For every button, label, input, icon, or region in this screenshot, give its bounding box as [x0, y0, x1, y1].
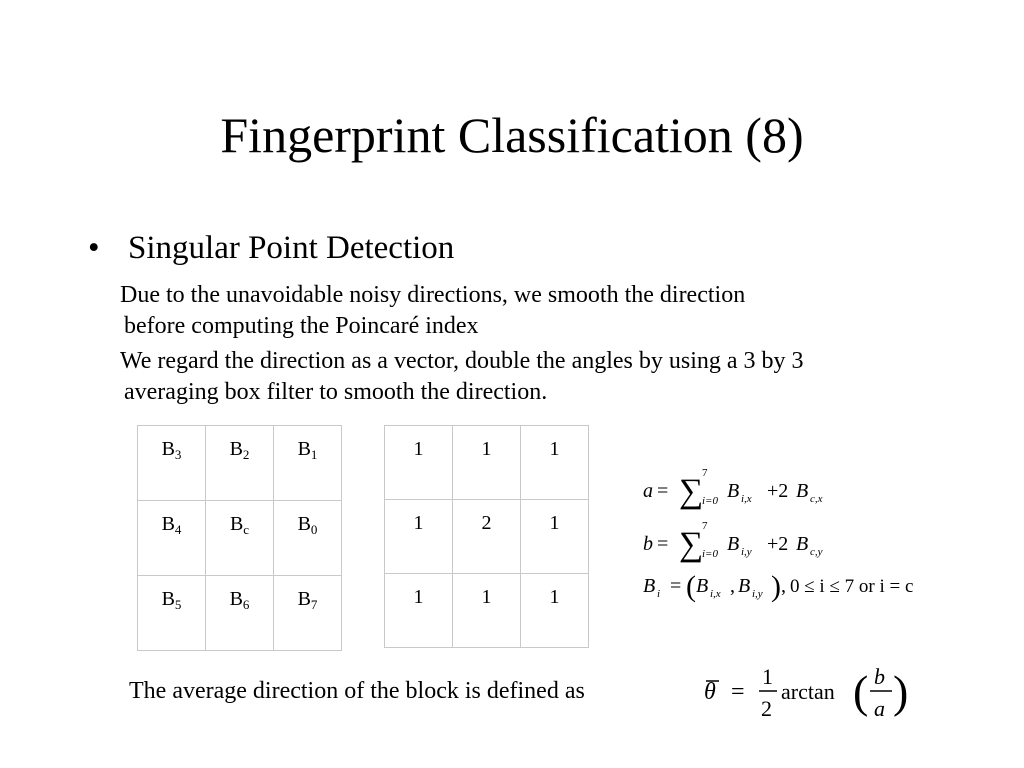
sum-icon: ∑	[679, 473, 704, 510]
formula-half-num: 1	[762, 664, 773, 689]
formula-Bi	[643, 570, 913, 603]
comma-icon: ,	[781, 575, 786, 597]
formula-theta-symbol: θ	[704, 679, 716, 705]
formula-B: B	[727, 533, 740, 555]
formula-B: B	[796, 533, 809, 555]
formula-sub: i,x	[710, 588, 721, 600]
formula-sum-top: 7	[702, 520, 708, 532]
formula-eq: =	[657, 480, 669, 502]
average-direction-text: The average direction of the block is defined as	[129, 678, 585, 704]
formula-range: 0 ≤ i ≤ 7 or i = c	[790, 576, 914, 597]
formula-half-den: 2	[761, 696, 772, 721]
grid-cell: $B_c$	[206, 501, 274, 576]
paragraph-line: We regard the direction as a vector, double the angles by using a 3 by 3	[120, 348, 804, 374]
formula-B: B	[696, 575, 709, 597]
formula-plus: +2	[767, 480, 789, 502]
grid-cell: $B_1$	[274, 426, 342, 501]
formula-sum-bottom: i=0	[702, 495, 718, 507]
bullet-dot-icon: •	[88, 230, 100, 266]
formula-theta	[704, 664, 908, 721]
formula-b	[643, 520, 823, 563]
formula-eq: =	[731, 679, 745, 705]
paragraph-line: before computing the Poincaré index	[124, 313, 479, 339]
formula-sub: c,y	[810, 546, 823, 558]
formula-a	[643, 467, 823, 510]
grid-cell: 1	[453, 426, 521, 500]
grid-cell: 1	[385, 500, 453, 574]
formula-sub: i,y	[752, 588, 763, 600]
formula-frac-den: a	[874, 696, 885, 721]
formula-sub: i,y	[741, 546, 752, 558]
formula-sum-bottom: i=0	[702, 548, 718, 560]
grid-cell: $B_3$	[138, 426, 206, 501]
formula-eq: =	[657, 533, 669, 555]
paren-left-icon: (	[686, 570, 696, 603]
grid-cell: 1	[521, 500, 589, 574]
formula-B: B	[738, 575, 751, 597]
paragraph-line: Due to the unavoidable noisy directions, we smooth the direction	[120, 282, 746, 308]
formula-sub: c,x	[810, 493, 823, 505]
grid-cell: $B_7$	[274, 576, 342, 651]
grid-cell: 1	[453, 574, 521, 648]
grid-cell: $B_4$	[138, 501, 206, 576]
formula-b-lhs: b	[643, 533, 653, 555]
formula-eq: =	[670, 575, 682, 597]
formula-sub: i,x	[741, 493, 752, 505]
formula-B: B	[643, 575, 656, 597]
grid-cell: 2	[453, 500, 521, 574]
paragraph-line: averaging box filter to smooth the direction.	[124, 379, 548, 405]
paren-right-icon: )	[893, 666, 909, 717]
grid-cell: $B_0$	[274, 501, 342, 576]
slide-title: Fingerprint Classification (8)	[220, 107, 804, 163]
grid-cell: 1	[521, 426, 589, 500]
grid-cell: $B_2$	[206, 426, 274, 501]
paren-right-icon: )	[771, 570, 781, 603]
grid-cell: $B_6$	[206, 576, 274, 651]
formula-B: B	[796, 480, 809, 502]
grid-cell: 1	[385, 426, 453, 500]
formula-a-lhs: a	[643, 480, 653, 502]
paren-left-icon: (	[853, 666, 869, 717]
grid-cell: 1	[521, 574, 589, 648]
formula-plus: +2	[767, 533, 789, 555]
grid-cell: $B_5$	[138, 576, 206, 651]
formula-sum-top: 7	[702, 467, 708, 479]
sum-icon: ∑	[679, 526, 704, 563]
bullet-heading: Singular Point Detection	[128, 230, 455, 266]
formula-frac-num: b	[874, 664, 885, 689]
formula-sub: i	[657, 588, 661, 600]
formula-B: B	[727, 480, 740, 502]
comma-icon: ,	[730, 575, 735, 597]
formula-arctan: arctan	[781, 679, 835, 704]
grid-cell: 1	[385, 574, 453, 648]
